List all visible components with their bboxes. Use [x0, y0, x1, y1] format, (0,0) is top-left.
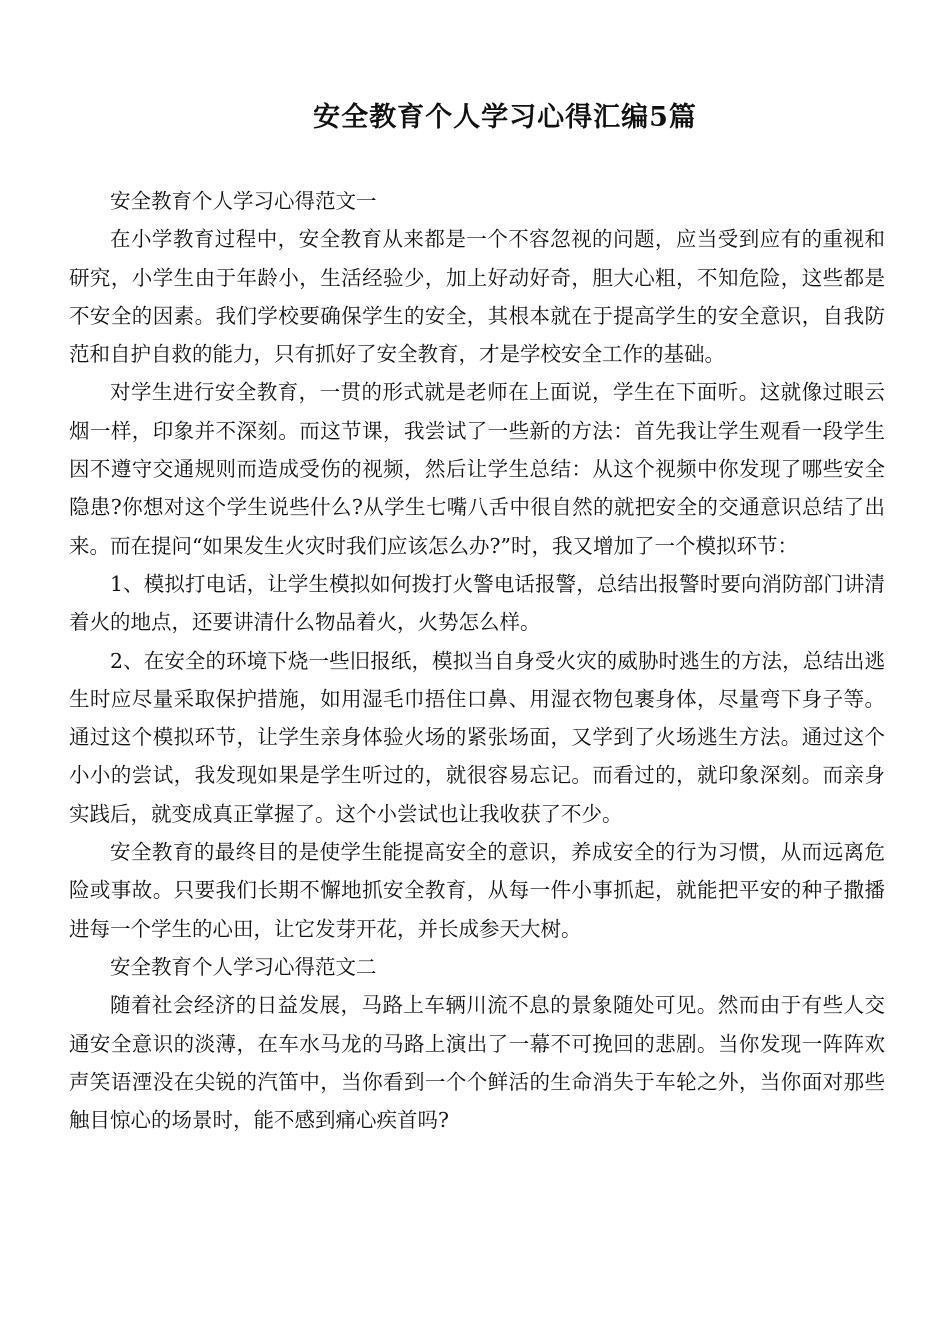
list-item-2: 2、在安全的环境下烧一些旧报纸，模拟当自身受火灾的威胁时逃生的方法，总结出逃生时应尽量采取保护措施，如用湿毛巾捂住口鼻、用湿衣物包裹身体，尽量弯下身子等。通过这个模拟环节，让学生亲身体验火场的紧张场面，又学到了火场逃生方法。通过这个小小的尝试，我发现如果是学生听过的，就很容易忘记。而看过的，就印象深刻。而亲身实践后，就变成真正掌握了。这个小尝试也让我收获了不少。 [69, 648, 885, 826]
document-body [69, 182, 885, 1139]
body-paragraph: 在小学教育过程中，安全教育从来都是一个不容忽视的问题，应当受到应有的重视和研究，小学生由于年龄小，生活经验少，加上好动好奇，胆大心粗，不知危险，这些都是不安全的因素。我们学校要确保学生的安全，其根本就在于提高学生的安全意识，自我防范和自护自救的能力，只有抓好了安全教育，才是学校安全工作的基础。 [69, 227, 885, 367]
body-paragraph: 安全教育的最终目的是使学生能提高安全的意识，养成安全的行为习惯，从而远离危险或事故。只要我们长期不懈地抓安全教育，从每一件小事抓起，就能把平安的种子撒播进每一个学生的心田，让它发芽开花，并长成参天大树。 [69, 840, 885, 941]
section-heading-1: 安全教育个人学习心得范文一 [110, 189, 377, 213]
list-item-1: 1、模拟打电话，让学生模拟如何拨打火警电话报警，总结出报警时要向消防部门讲清着火的地点，还要讲清什么物品着火，火势怎么样。 [69, 571, 885, 635]
document-title: 安全教育个人学习心得汇编5篇 [313, 102, 697, 133]
body-paragraph: 对学生进行安全教育，一贯的形式就是老师在上面说，学生在下面听。这就像过眼云烟一样，印象并不深刻。而这节课，我尝试了一些新的方法：首先我让学生观看一段学生因不遵守交通规则而造成受伤的视频，然后让学生总结：从这个视频中你发现了哪些安全隐患?你想对这个学生说些什么?从学生七嘴八舌中很自然的就把安全的交通意识总结了出来。而在提问“如果发生火灾时我们应该怎么办?”时，我又增加了一个模拟环节： [69, 380, 885, 558]
section-heading-2: 安全教育个人学习心得范文二 [110, 954, 377, 979]
body-paragraph: 随着社会经济的日益发展，马路上车辆川流不息的景象随处可见。然而由于有些人交通安全意识的淡薄，在车水马龙的马路上演出了一幕不可挽回的悲剧。当你发现一阵阵欢声笑语湮没在尖锐的汽笛中，当你看到一个个鲜活的生命消失于车轮之外，当你面对那些触目惊心的场景时，能不感到痛心疾首吗? [69, 993, 885, 1133]
